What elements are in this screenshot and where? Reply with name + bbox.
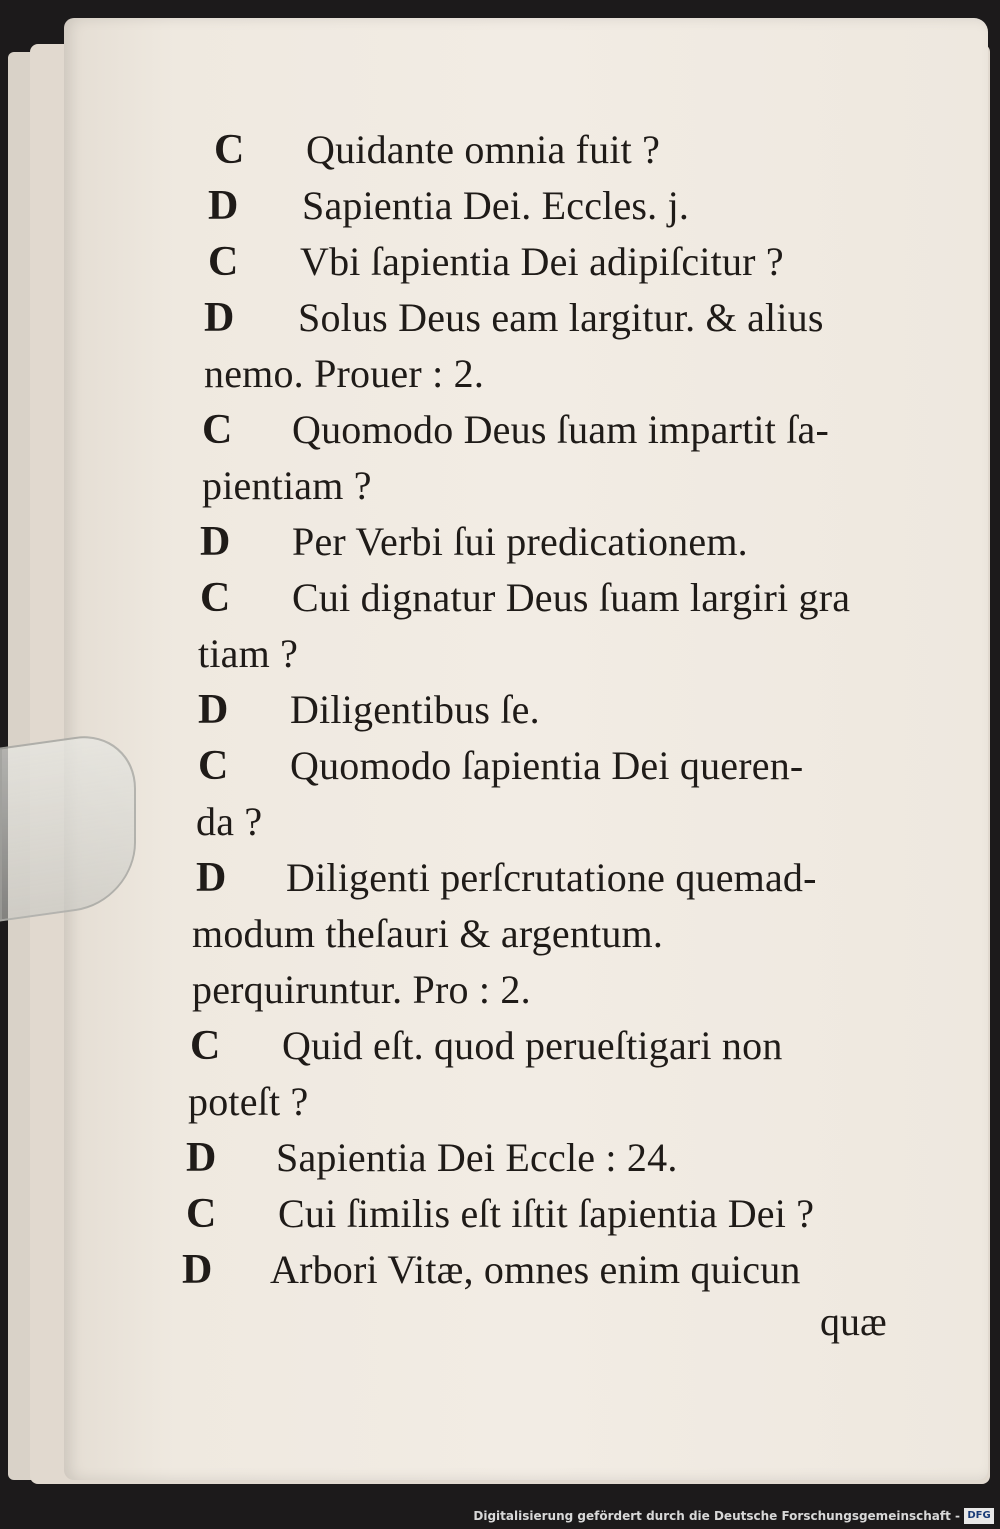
- entry-line: Quomodo Deus ſuam impartit ſa-: [292, 407, 830, 452]
- entry-continuation: tiam ?: [198, 631, 299, 676]
- speaker-label: C: [186, 1191, 217, 1237]
- entry-line: Solus Deus eam largitur. & alius: [298, 295, 824, 340]
- speaker-label: D: [196, 855, 227, 901]
- speaker-label: D: [198, 687, 229, 733]
- entry-line: Vbi ſapientia Dei adipiſcitur ?: [300, 239, 784, 284]
- entry-line: Diligentibus ſe.: [290, 687, 540, 732]
- entry-continuation: nemo. Prouer : 2.: [204, 351, 485, 396]
- entry-continuation: pientiam ?: [202, 463, 372, 508]
- footer-bar: [0, 1499, 1000, 1529]
- speaker-label: D: [204, 295, 235, 341]
- entry-line: Per Verbi ſui predicationem.: [292, 519, 748, 564]
- speaker-label: C: [202, 407, 233, 453]
- speaker-label: C: [190, 1023, 221, 1069]
- entry-continuation: da ?: [196, 799, 263, 844]
- speaker-label: D: [200, 519, 231, 565]
- speaker-label: D: [182, 1247, 213, 1293]
- entry-line: Quidante omnia fuit ?: [306, 127, 661, 172]
- entry-line: Sapientia Dei Eccle : 24.: [276, 1135, 678, 1180]
- speaker-label: D: [208, 183, 239, 229]
- entry-line: Cui dignatur Deus ſuam largiri gra: [292, 575, 851, 620]
- speaker-label: C: [200, 575, 231, 621]
- entry-line: Arbori Vitæ, omnes enim quicun: [270, 1247, 801, 1292]
- entry-continuation: modum theſauri & argentum.: [192, 911, 664, 956]
- speaker-label: D: [186, 1135, 217, 1181]
- entry-continuation: perquiruntur. Pro : 2.: [192, 967, 531, 1012]
- speaker-label: C: [198, 743, 229, 789]
- entry-line: Sapientia Dei. Eccles. j.: [302, 183, 690, 228]
- speaker-label: C: [208, 239, 239, 285]
- entry-line: Diligenti perſcrutatione quemad-: [286, 855, 817, 900]
- catchword: quæ: [820, 1299, 887, 1344]
- dfg-logo-icon: DFG: [964, 1508, 994, 1524]
- entry-line: Quomodo ſapientia Dei queren-: [290, 743, 804, 788]
- funding-credit: Digitalisierung gefördert durch die Deutsche Forschungsgemeinschaft -: [473, 1509, 960, 1523]
- entry-line: Cui ſimilis eſt iſtit ſapientia Dei ?: [278, 1191, 815, 1236]
- speaker-label: C: [214, 127, 245, 173]
- entry-continuation: poteſt ?: [188, 1079, 309, 1124]
- entry-line: Quid eſt. quod perueſtigari non: [282, 1023, 783, 1068]
